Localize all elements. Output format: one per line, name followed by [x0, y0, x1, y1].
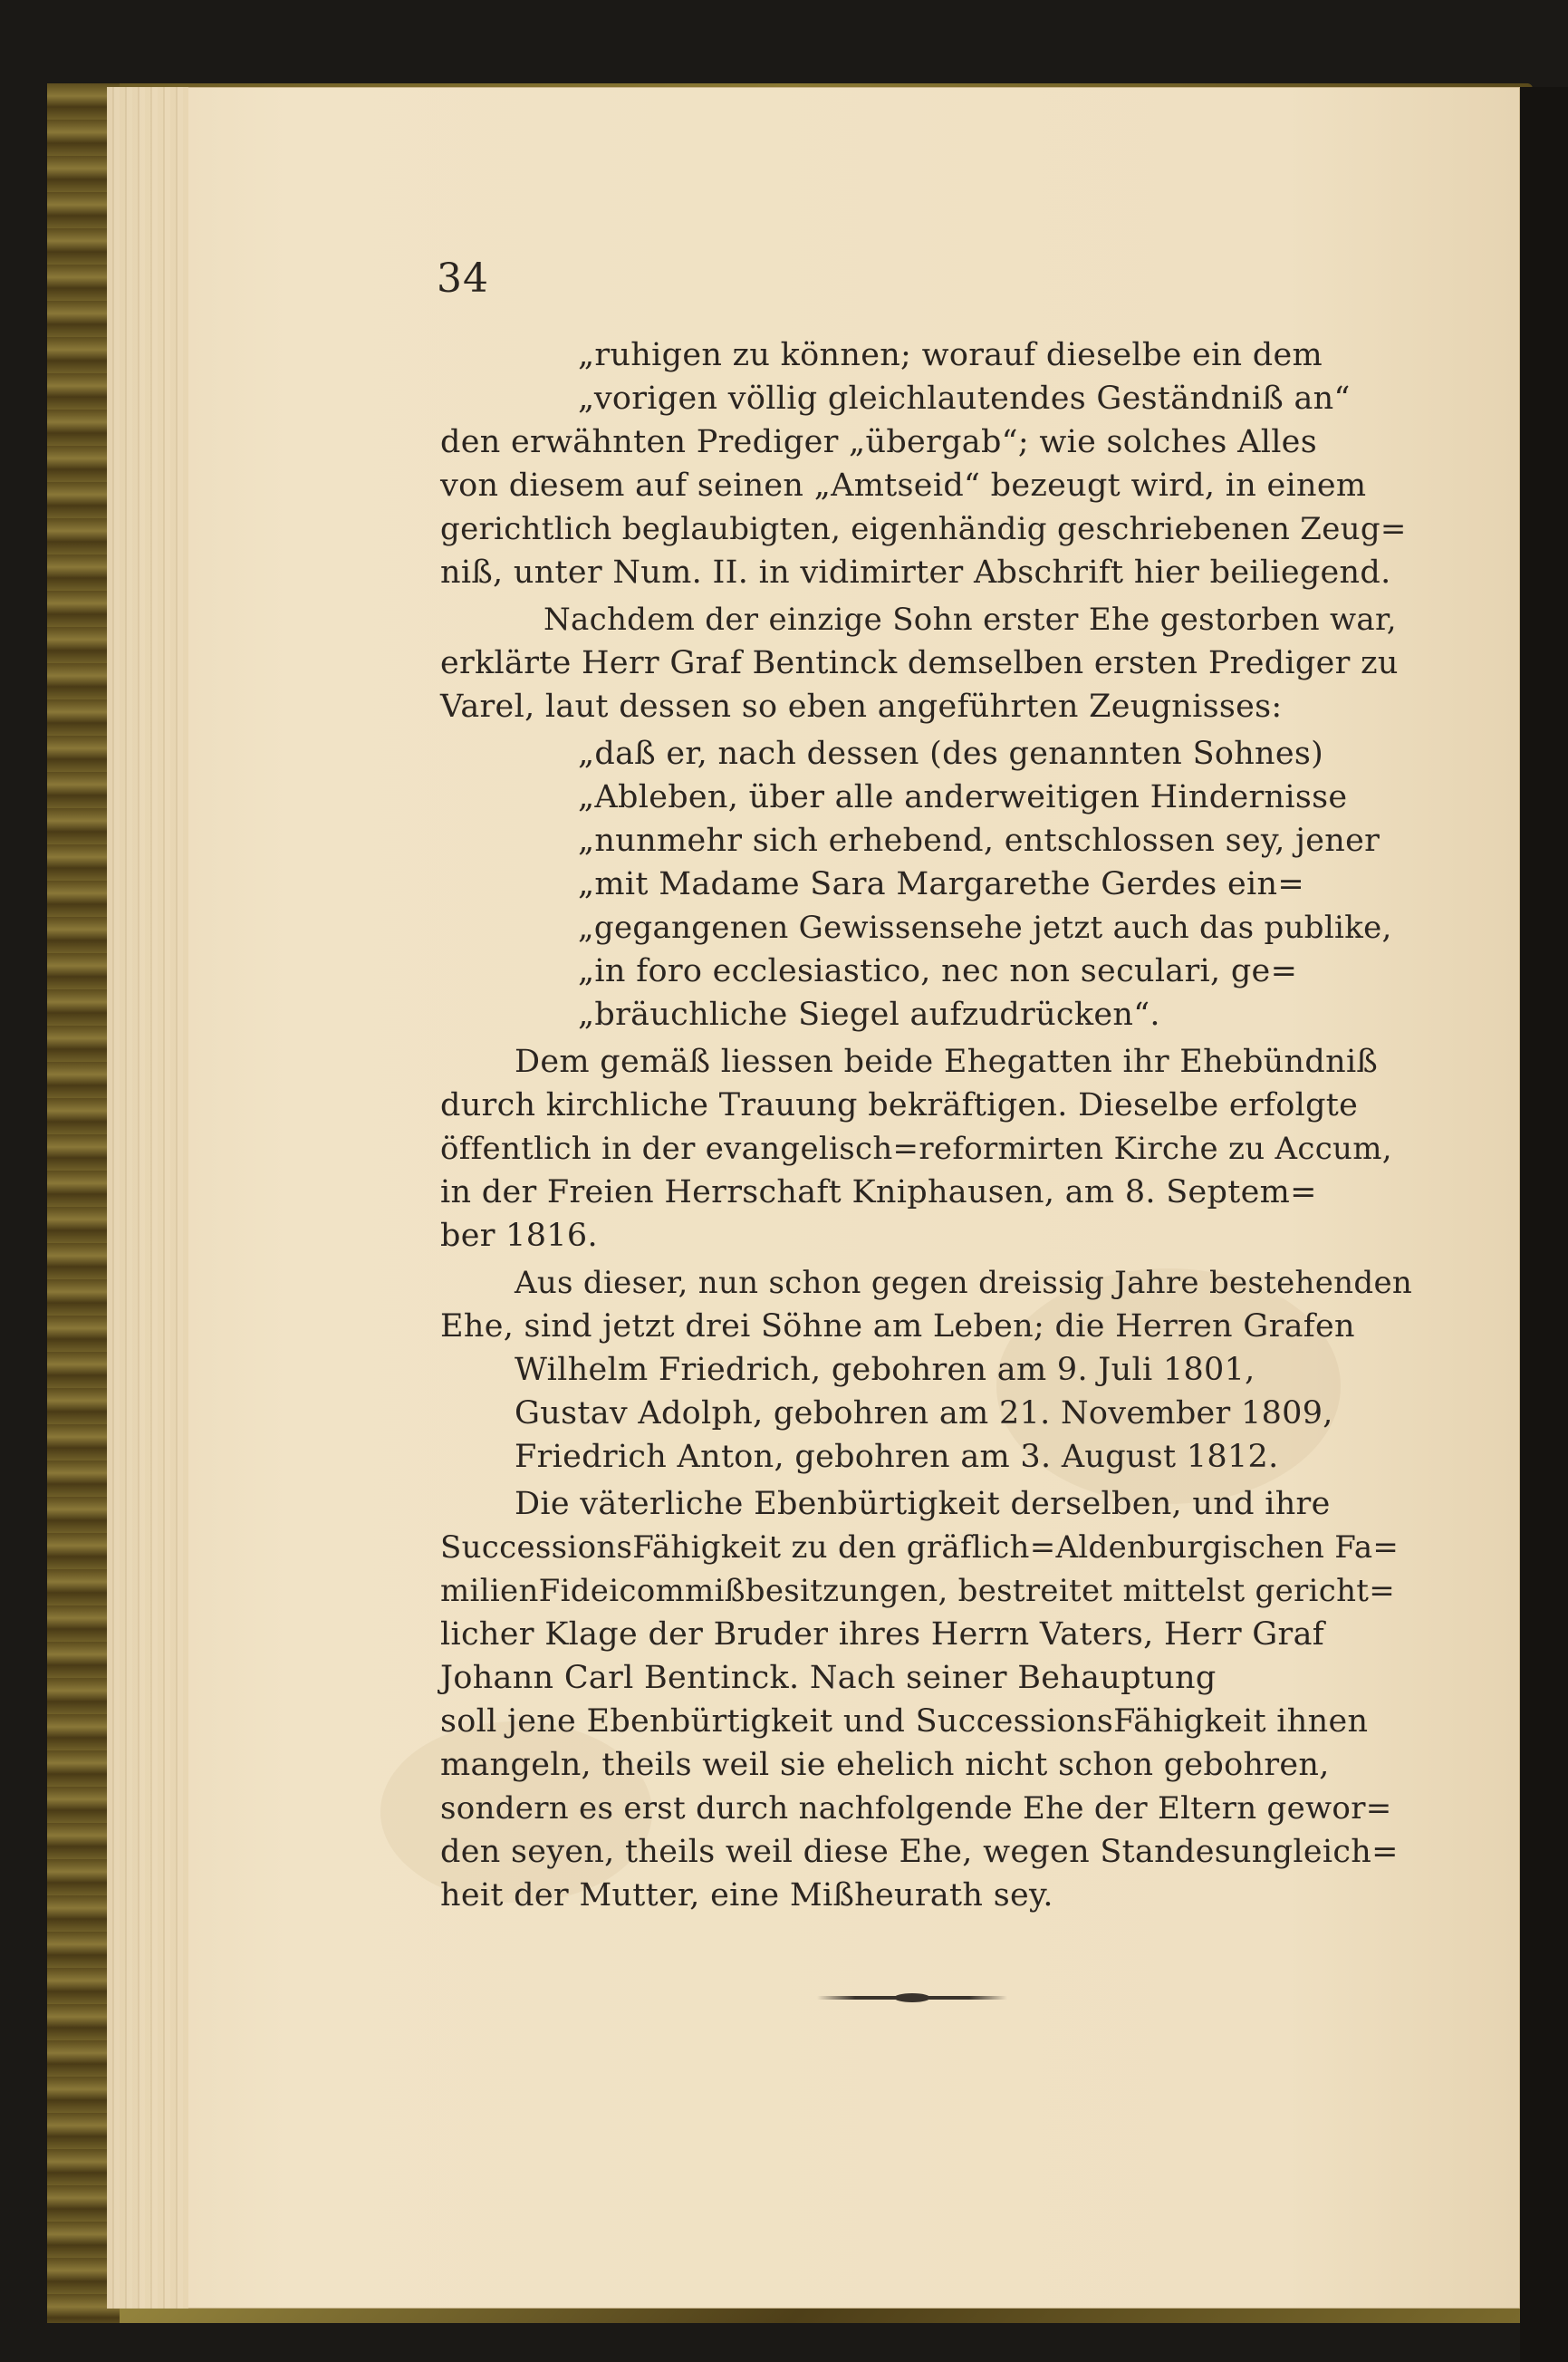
text-line: „mit Madame Sara Margarethe Gerdes ein= — [578, 866, 1304, 902]
text-line: „vorigen völlig gleichlautendes Geständniß an“ — [578, 381, 1351, 417]
text-line: Varel, laut dessen so eben angeführten Zeugnisses: — [440, 689, 1283, 725]
text-line: Nachdem der einzige Sohn erster Ehe gestorben war, — [544, 602, 1397, 638]
text-line: heit der Mutter, eine Mißheurath sey. — [440, 1877, 1053, 1914]
text-line: „bräuchliche Siegel aufzudrücken“. — [578, 997, 1160, 1033]
text-line: gerichtlich beglaubigten, eigenhändig geschriebenen Zeug= — [440, 511, 1407, 547]
page-number: 34 — [437, 255, 489, 302]
text-line: „in foro ecclesiastico, nec non seculari, ge= — [578, 953, 1298, 989]
text-line: von diesem auf seinen „Amtseid“ bezeugt wird, in einem — [440, 468, 1367, 504]
text-line: „ruhigen zu können; worauf dieselbe ein dem — [578, 337, 1323, 373]
text-line: öffentlich in der evangelisch=reformirten Kirche zu Accum, — [440, 1131, 1392, 1167]
text-line: Gustav Adolph, gebohren am 21. November 1809, — [515, 1395, 1333, 1432]
text-line: „gegangenen Gewissensehe jetzt auch das publike, — [578, 910, 1392, 946]
text-line: „Ableben, über alle anderweitigen Hindernisse — [578, 779, 1348, 815]
text-line: milienFideicommißbesitzungen, bestreitet mittelst gericht= — [440, 1573, 1396, 1609]
text-line: sondern es erst durch nachfolgende Ehe der Eltern gewor= — [440, 1790, 1392, 1827]
text-line: „nunmehr sich erhebend, entschlossen sey, jener — [578, 823, 1380, 859]
text-line: Wilhelm Friedrich, gebohren am 9. Juli 1801, — [515, 1352, 1255, 1388]
text-line: in der Freien Herrschaft Kniphausen, am 8. Septem= — [440, 1174, 1317, 1210]
text-line: erklärte Herr Graf Bentinck demselben ersten Prediger zu — [440, 645, 1399, 681]
text-line: niß, unter Num. II. in vidimirter Abschrift hier beiliegend. — [440, 554, 1391, 591]
decorative-end-rule — [817, 1996, 1007, 2000]
text-line: Aus dieser, nun schon gegen dreissig Jahre bestehenden — [515, 1265, 1413, 1301]
text-line: ber 1816. — [440, 1218, 598, 1254]
text-line: Ehe, sind jetzt drei Söhne am Leben; die Herren Grafen — [440, 1308, 1355, 1345]
text-line: durch kirchliche Trauung bekräftigen. Dieselbe erfolgte — [440, 1087, 1359, 1123]
text-line: SuccessionsFähigkeit zu den gräflich=Aldenburgischen Fa= — [440, 1529, 1400, 1566]
text-line: licher Klage der Bruder ihres Herrn Vaters, Herr Graf — [440, 1616, 1325, 1653]
text-line: den seyen, theils weil diese Ehe, wegen Standesungleich= — [440, 1834, 1399, 1870]
text-line: Johann Carl Bentinck. Nach seiner Behauptung — [440, 1660, 1217, 1696]
text-line: soll jene Ebenbürtigkeit und SuccessionsFähigkeit ihnen — [440, 1703, 1369, 1740]
text-line: mangeln, theils weil sie ehelich nicht schon gebohren, — [440, 1747, 1330, 1783]
text-line: Die väterliche Ebenbürtigkeit derselben, und ihre — [515, 1486, 1331, 1522]
text-line: Friedrich Anton, gebohren am 3. August 1812. — [515, 1439, 1279, 1475]
text-line: Dem gemäß liessen beide Ehegatten ihr Ehebündniß — [515, 1044, 1379, 1080]
text-line: „daß er, nach dessen (des genannten Sohnes) — [578, 736, 1324, 772]
text-line: den erwähnten Prediger „übergab“; wie solches Alles — [440, 424, 1317, 460]
